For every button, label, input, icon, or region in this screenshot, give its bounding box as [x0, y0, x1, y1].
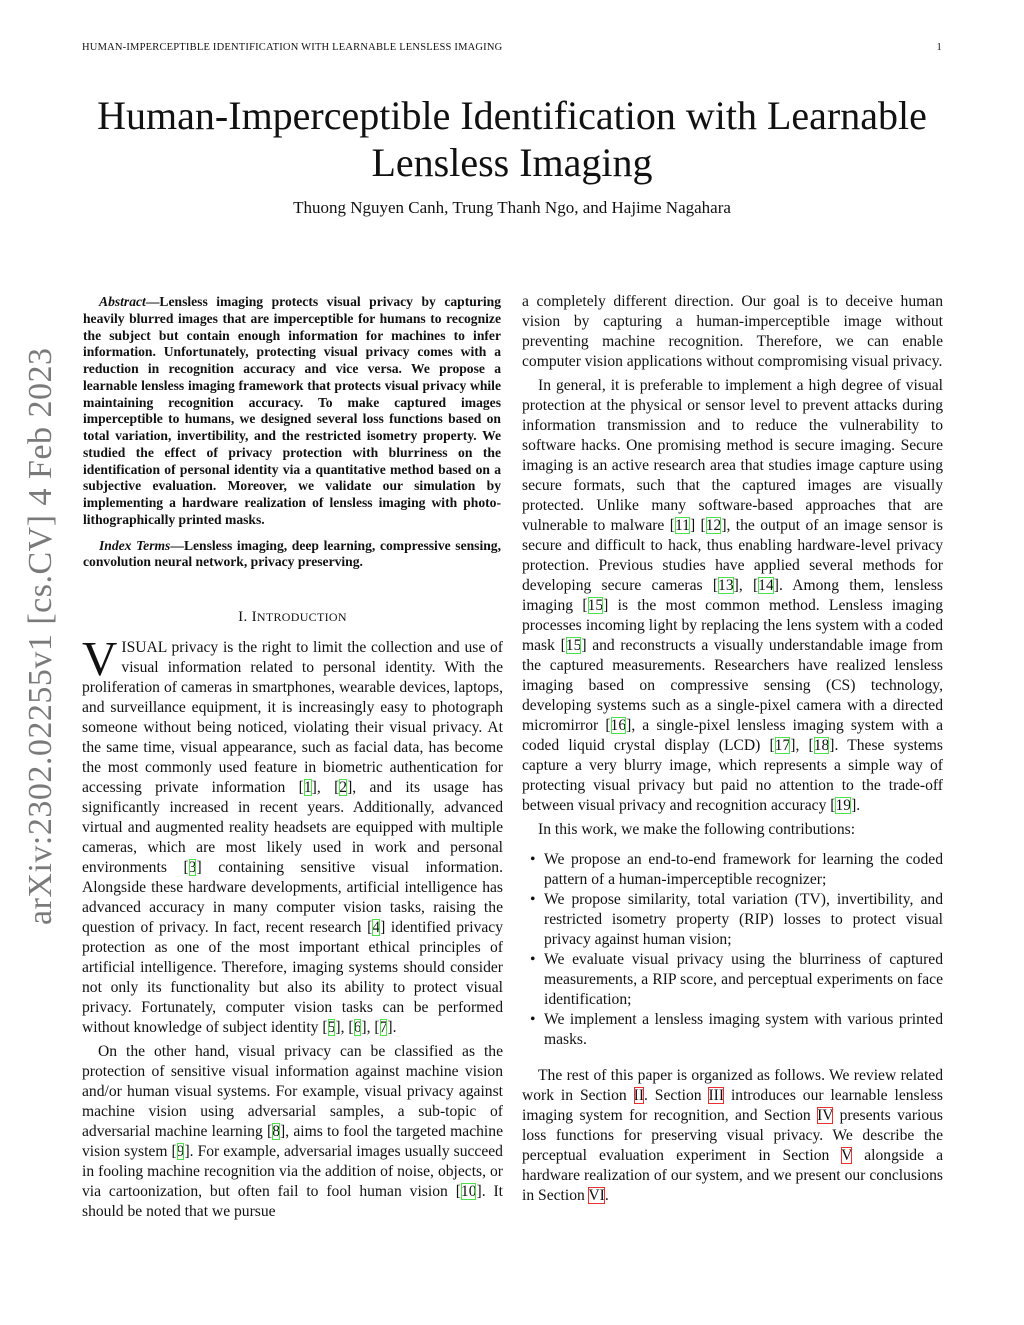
section-title-rest: NTRODUCTION: [256, 610, 347, 624]
citation-link[interactable]: 10: [460, 1183, 477, 1200]
contribution-item: • We propose similarity, total variation (TV), invertibility, and restricted isometry property (RIP) losses to protect visual privacy against human vision;: [522, 890, 943, 950]
authors: Thuong Nguyen Canh, Trung Thanh Ngo, and Hajime Nagahara: [293, 198, 731, 217]
citation-link[interactable]: 14: [758, 577, 774, 594]
index-terms-label: Index Terms: [99, 537, 171, 553]
citation-link[interactable]: 5: [327, 1019, 336, 1036]
contribution-item: • We propose an end-to-end framework for learning the coded pattern of a human-imperceptible recognizer;: [522, 850, 943, 890]
index-terms: [82, 538, 503, 572]
citation-link[interactable]: 13: [718, 577, 734, 594]
citation-link[interactable]: 9: [176, 1143, 185, 1160]
citation-link[interactable]: 4: [372, 919, 381, 936]
section-link[interactable]: V: [841, 1147, 853, 1164]
left-column: [82, 294, 503, 1226]
paragraph: VISUAL privacy is the right to limit the collection and use of visual information related to personal identity. With the proliferation of cameras in smartphones, wearable devices, laptops, and surveillance equipment, it is increasingly easy to photograph someone without being noticed, violating their visual privacy. At the same time, visual appearance, such as facial data, has become the most commonly used feature in biometric authentication for accessing private information [1], [2], and its usage has significantly increased in recent years. Additionally, advanced virtual and augmented reality headsets are equipped with multiple cameras, which are most likely used in work and personal environments [3] containing sensitive visual information. Alongside these hardware developments, artificial intelligence has advanced accuracy in many computer vision tasks, raising the question of privacy. In fact, recent research [4] identified privacy protection as one of the most important ethical principles of artificial intelligence. Therefore, imaging systems should consider not only its functionality but also its ability to protect visual privacy. Fortunately, computer vision tasks can be performed without knowledge of subject identity [5], [6], [7].: [82, 631, 504, 1036]
citation-link[interactable]: 18: [813, 737, 830, 754]
citation-link[interactable]: 16: [610, 717, 627, 734]
section-link[interactable]: VI: [588, 1187, 605, 1204]
arxiv-stamp[interactable]: arXiv:2302.02255v1 [cs.CV] 4 Feb 2023: [22, 347, 59, 925]
section-number: I.: [238, 609, 252, 625]
citation-link[interactable]: 17: [774, 737, 791, 754]
right-column: [522, 292, 943, 1210]
citation-link[interactable]: 15: [587, 597, 604, 614]
paragraph: In this work, we make the following contributions:: [538, 821, 856, 838]
section-initial: I: [251, 609, 257, 625]
running-title: HUMAN-IMPERCEPTIBLE IDENTIFICATION WITH LEARNABLE LENSLESS IMAGING: [82, 42, 503, 53]
paragraph: The rest of this paper is organized as follows. We review related work in Section II. Section III introduces our learnable lensless imaging system for recognition, and Section IV presents various loss functions for preserving visual privacy. We describe the perceptual evaluation experiment in Section V alongside a hardware realization of our system, and we present our conclusions in Section VI.: [522, 1067, 944, 1204]
paragraph: On the other hand, visual privacy can be classified as the protection of sensitive visual information against machine vision and/or human visual systems. For example, visual privacy against machine vision using adversarial samples, a sub-topic of adversarial machine learning [8], aims to fool the targeted machine vision system [9]. For example, adversarial images usually succeed in fooling machine recognition via the addition of noise, objects, or via cartoonization, but often fail to fool human vision [10]. It should be noted that we pursue: [82, 1043, 503, 1220]
citation-link[interactable]: 8: [272, 1123, 280, 1140]
contribution-item: • We evaluate visual privacy using the blurriness of captured measurements, a RIP score, and perceptual experiments on face identification;: [522, 950, 943, 1010]
contributions-list: [522, 850, 943, 1050]
page-number: 1: [936, 42, 942, 53]
section-link[interactable]: III: [708, 1087, 725, 1104]
section-link[interactable]: II: [633, 1087, 645, 1104]
drop-cap: V: [82, 631, 118, 686]
citation-link[interactable]: 12: [705, 517, 722, 534]
section-heading-introduction: [82, 607, 503, 627]
paper-title: Human-Imperceptible Identification with Learnable Lensless Imaging: [97, 93, 927, 185]
citation-link[interactable]: 19: [835, 797, 852, 814]
paragraph: a completely different direction. Our goal is to deceive human vision by capturing a human-imperceptible image without preventing machine recognition. Therefore, we can enable computer vision applications without compromising visual privacy.: [522, 293, 943, 370]
index-terms-text: —Lensless imaging, deep learning, compressive sensing, convolution neural network, privacy preserving.: [83, 537, 501, 570]
citation-link[interactable]: 2: [339, 779, 348, 796]
citation-link[interactable]: 15: [565, 637, 582, 654]
abstract-text: —Lensless imaging protects visual privacy by capturing heavily blurred images that are imperceptible for humans to recognize the subject but contain enough information for machines to infer information. Unfortunately, protecting visual privacy comes with a reduction in recognition accuracy and vice versa. We propose a learnable lensless imaging framework that protects visual privacy while maintaining recognition accuracy. To make captured images imperceptible to humans, we designed several loss functions based on total variation, invertibility, and the restricted isometry property. We studied the effect of privacy protection with blurriness on the identification of personal identity via a quantitative method based on a subjective evaluation. Moreover, we validate our simulation by implementing a hardware realization of lensless imaging with photo-lithographically printed masks.: [83, 294, 501, 527]
abstract-label: Abstract: [99, 294, 146, 309]
citation-link[interactable]: 6: [353, 1019, 362, 1036]
citation-link[interactable]: 11: [674, 517, 690, 534]
running-header: [82, 42, 942, 53]
abstract: [82, 294, 503, 529]
section-link[interactable]: IV: [817, 1107, 834, 1124]
contribution-item: • We implement a lensless imaging system with various printed masks.: [522, 1010, 943, 1050]
citation-link[interactable]: 3: [188, 859, 197, 876]
citation-link[interactable]: 7: [379, 1019, 388, 1036]
citation-link[interactable]: 1: [303, 779, 312, 796]
paragraph: In general, it is preferable to implement a high degree of visual protection at the physical or sensor level to prevent attacks during information transmission and to reduce the vulnerability to software hacks. One promising method is secure imaging. Secure imaging is an active research area that studies image capture using secure formats, such that the captured images are visually protected. Unlike many software-based approaches that are vulnerable to malware [11] [12], the output of an image sensor is secure and difficult to hack, thus enabling hardware-level privacy protection. Previous studies have applied several methods for developing secure cameras [13], [14]. Among them, lensless imaging [15] is the most common method. Lensless imaging processes incoming light by replacing the lens system with a coded mask [15] and reconstructs a visually understandable image from the captured measurements. Researchers have realized lensless imaging based on compressive sensing (CS) technology, developing systems such as a single-pixel camera with a directed micromirror [16], a single-pixel lensless imaging system with a coded liquid crystal display (LCD) [17], [18]. These systems capture a very blurry image, which represents a simple way of protecting visual privacy but paid no attention to the trade-off between visual privacy and recognition accuracy [19].: [522, 377, 944, 814]
